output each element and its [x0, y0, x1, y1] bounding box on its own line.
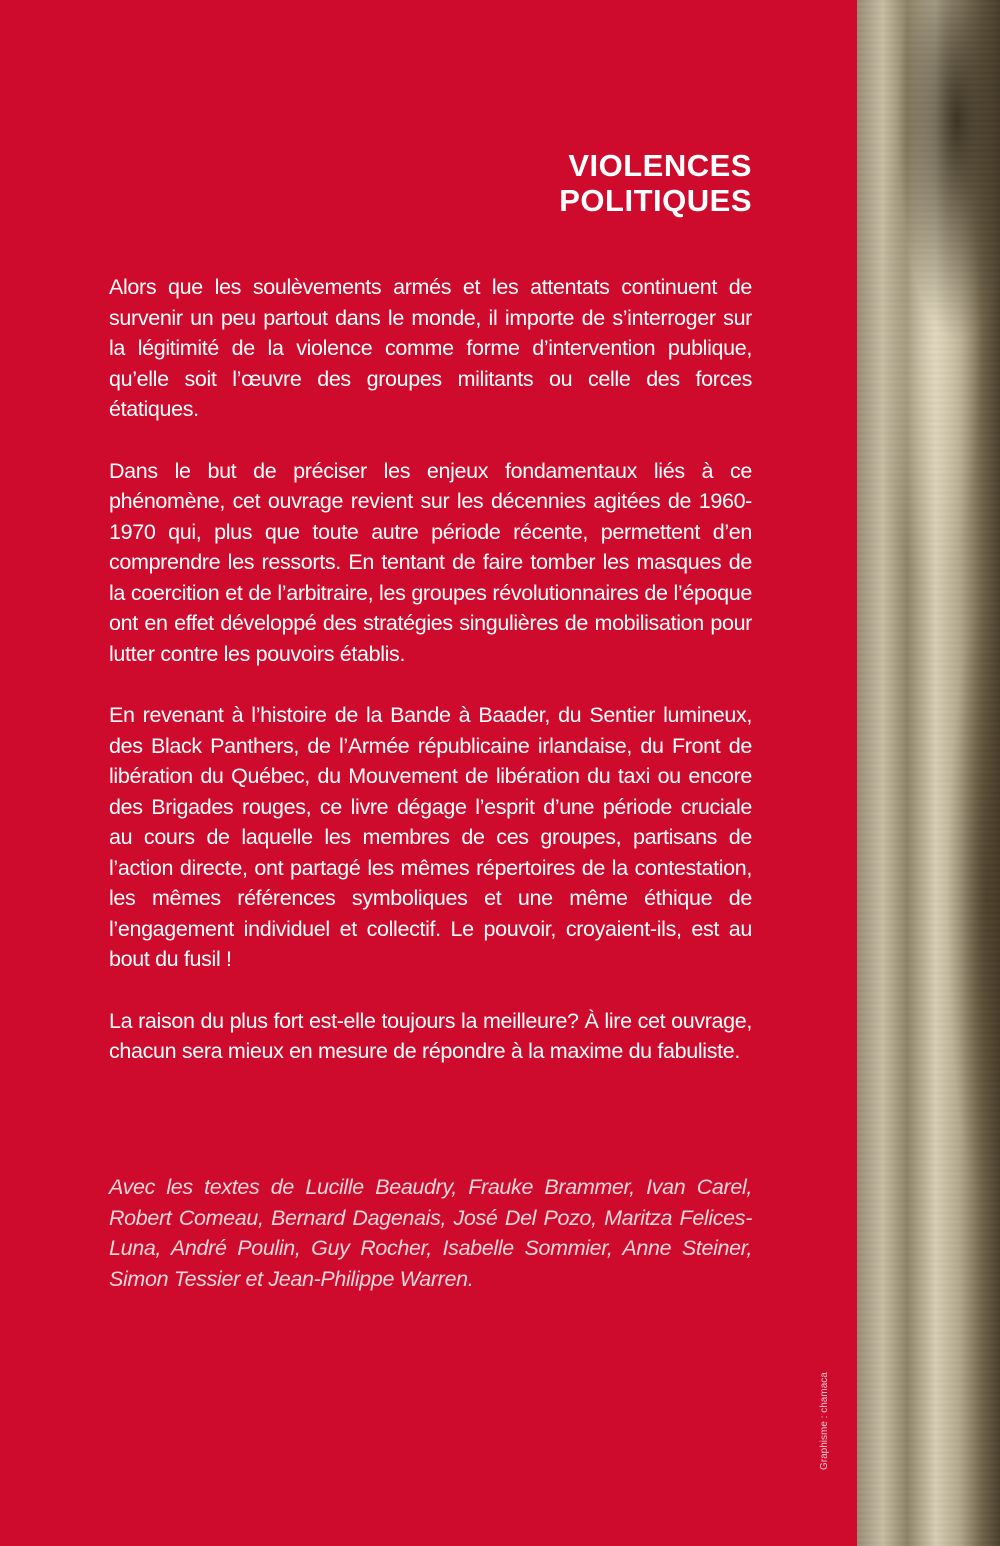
description-paragraph-3: En revenant à l’histoire de la Bande à Baader, du Sentier lumineux, des Black Panthers, de l’Armée républicaine irlandaise, du Front de libération du Québec, du Mouvement de libération du taxi ou encore des Brigades rouges, ce livre dégage l’esprit d’une période cruciale au cours de laquelle les membres de ces groupes, partisans de l’action directe, ont partagé les mêmes répertoires de la contestation, les mêmes références symboliques et une même éthique de l’engagement individuel et collectif. Le pouvoir, croyaient-ils, est au bout du fusil !: [109, 703, 752, 971]
description-paragraph-2: Dans le but de préciser les enjeux fondamentaux liés à ce phénomène, cet ouvrage revient sur les décennies agitées de 1960-1970 qui, plus que toute autre période récente, permettent d’en comprendre les ressorts. En tentant de faire tomber les masques de la coercition et de l’arbitraire, les groupes révolutionnaires de l’époque ont en effet développé des stratégies singulières de mobilisation pour lutter contre les pouvoirs établis.: [109, 458, 752, 666]
description-paragraph-4: La raison du plus fort est-elle toujours la meilleure? À lire cet ouvrage, chacun sera mieux en mesure de répondre à la maxime du fabuliste.: [109, 1008, 752, 1063]
description-paragraph-1: Alors que les soulèvements armés et les attentats continuent de survenir un peu partout dans le monde, il importe de s’interroger sur la légitimité de la violence comme forme d’intervention publique, qu’elle soit l’œuvre des groupes militants ou celle des forces étatiques.: [109, 275, 752, 421]
back-cover-description: [109, 272, 752, 1098]
contributors-credits: Avec les textes de Lucille Beaudry, Frauke Brammer, Ivan Carel, Robert Comeau, Bernard Dagenais, José Del Pozo, Maritza Felices-Luna, André Poulin, Guy Rocher, Isabelle Sommier, Anne Steiner, Simon Tessier et Jean-Philippe Warren.: [109, 1175, 752, 1291]
book-title: [559, 148, 752, 218]
spine-photo-strip: [857, 0, 1000, 1546]
book-title-line-1: VIOLENCES: [568, 148, 752, 183]
graphic-design-credit: Graphisme : chamaca: [819, 1372, 830, 1470]
book-title-line-2: POLITIQUES: [559, 183, 752, 218]
